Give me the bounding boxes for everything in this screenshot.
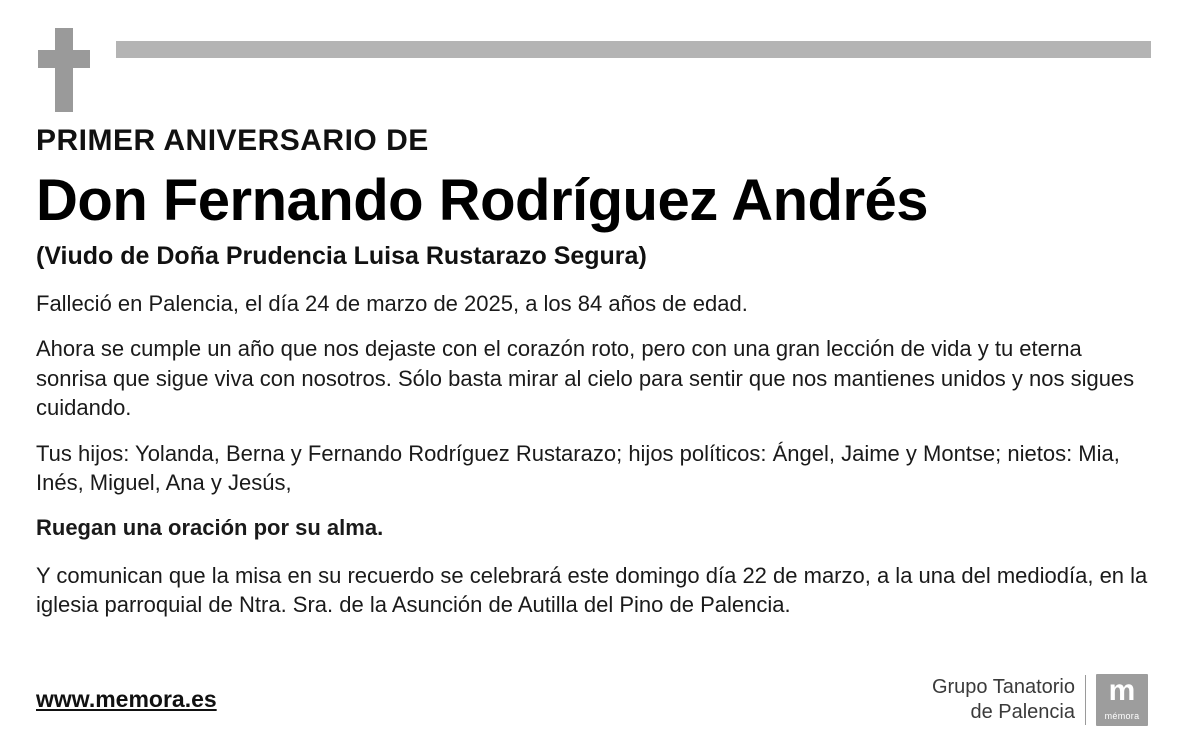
spouse-line: (Viudo de Doña Prudencia Luisa Rustarazo Segura) bbox=[36, 241, 647, 270]
brand-block bbox=[932, 674, 1148, 726]
family-line: Tus hijos: Yolanda, Berna y Fernando Rodríguez Rustarazo; hijos políticos: Ángel, Jaime y Montse; nietos: Mia, Inés, Miguel, Ana y Jesús, bbox=[36, 440, 1120, 495]
logo-wordmark: mémora bbox=[1104, 711, 1140, 721]
memorial-text: Ahora se cumple un año que nos dejaste con el corazón roto, pero con una gran lección de vida y tu eterna sonrisa que sigue viva con nosotros. Sólo basta mirar al cielo para sentir que nos mantienes unidos y nos sigues cuidando. bbox=[36, 336, 1135, 421]
website-link[interactable]: www.memora.es bbox=[36, 686, 217, 712]
cross-vertical-bar bbox=[55, 28, 73, 112]
anniversary-kicker: PRIMER ANIVERSARIO DE bbox=[36, 124, 429, 157]
brand-line-2: de Palencia bbox=[970, 701, 1075, 723]
cross-horizontal-bar bbox=[38, 50, 90, 68]
mass-announcement: Y comunican que la misa en su recuerdo se celebrará este domingo día 22 de marzo, a la una del mediodía, en la iglesia parroquial de Ntra. Sra. de la Asunción de Autilla del Pino de Palencia. bbox=[36, 562, 1148, 618]
header-rule bbox=[116, 41, 1151, 58]
deceased-name: Don Fernando Rodríguez Andrés bbox=[36, 168, 929, 233]
memora-logo-icon bbox=[1096, 674, 1148, 726]
brand-name bbox=[932, 675, 1086, 725]
death-details-line: Falleció en Palencia, el día 24 de marzo de 2025, a los 84 años de edad. bbox=[36, 290, 748, 316]
notice-footer bbox=[36, 674, 1148, 728]
brand-line-1: Grupo Tanatorio bbox=[931, 676, 1075, 698]
logo-letter: m bbox=[1108, 674, 1136, 707]
notice-content bbox=[36, 124, 1148, 636]
prayer-line: Ruegan una oración por su alma. bbox=[36, 515, 384, 541]
header-band bbox=[0, 0, 1181, 116]
cross-icon bbox=[38, 28, 90, 112]
